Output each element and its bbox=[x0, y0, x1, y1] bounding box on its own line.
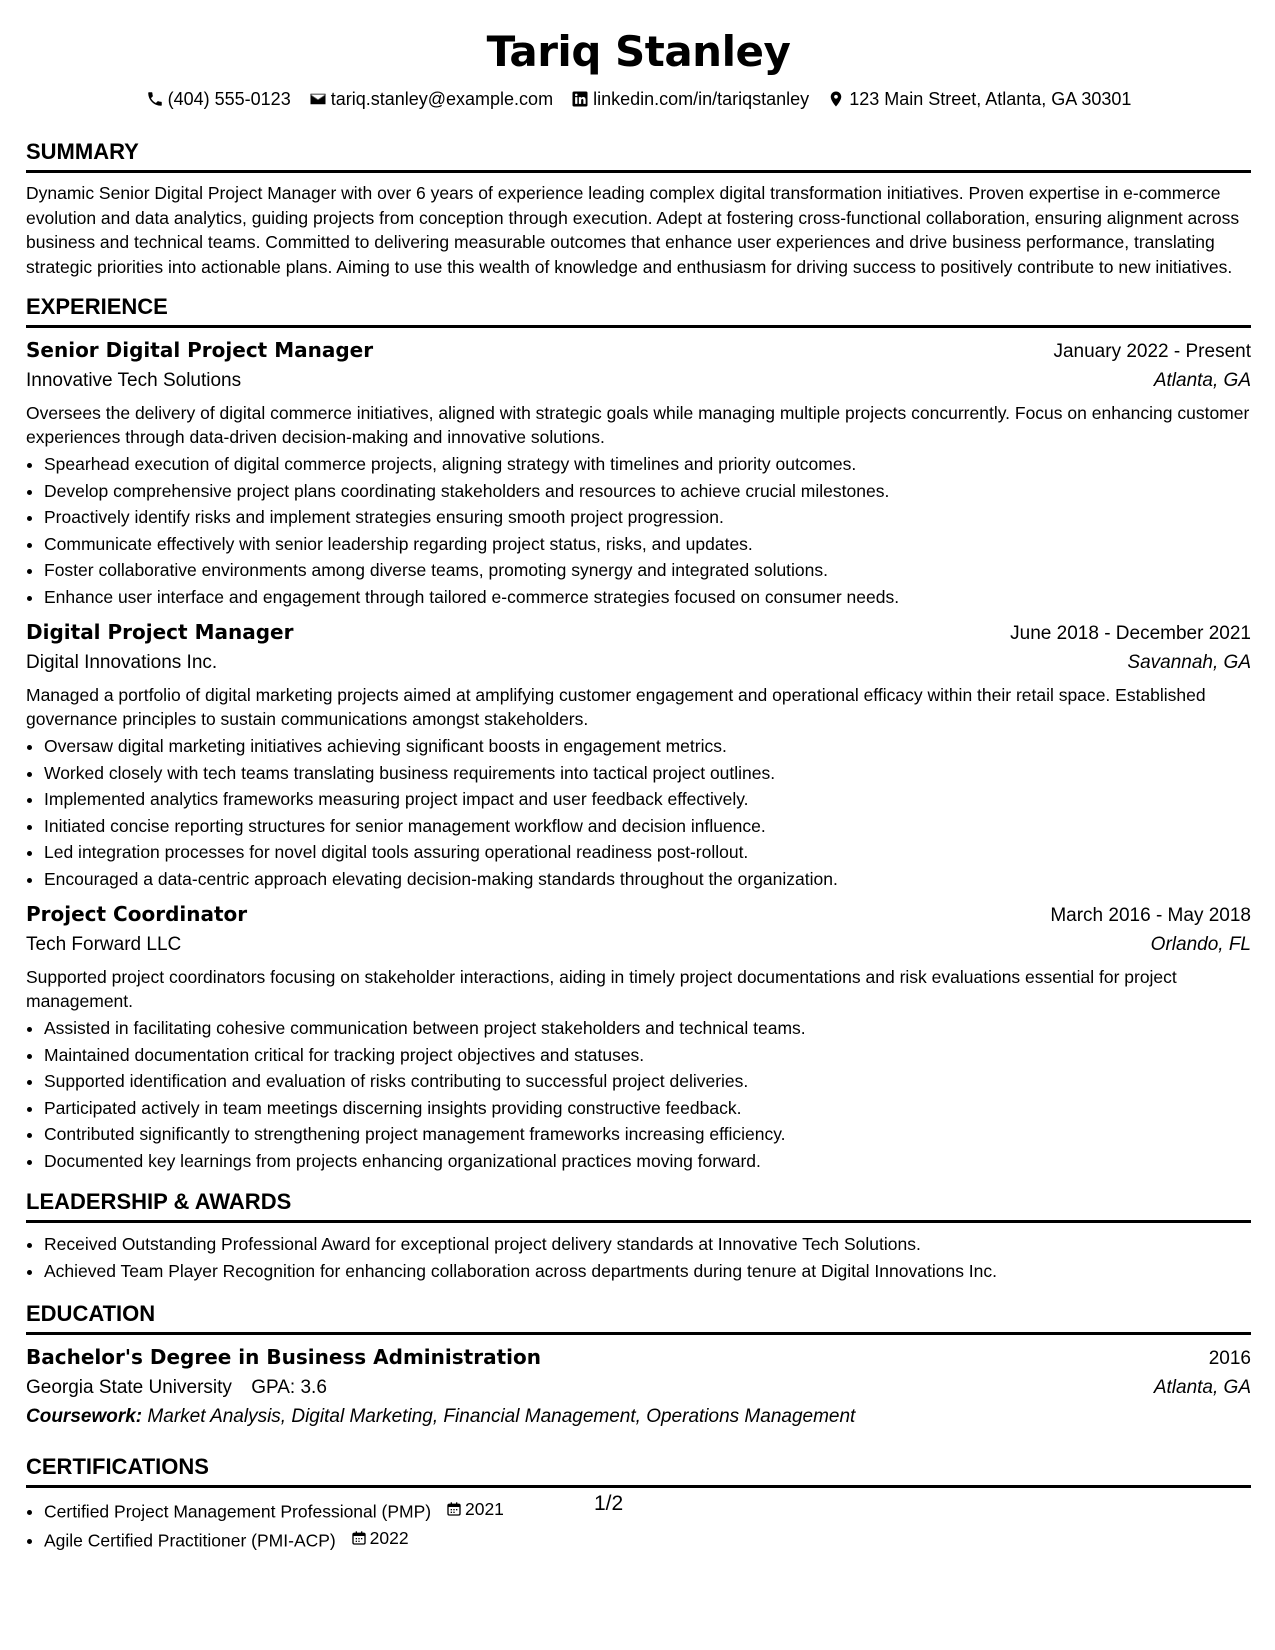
list-item: • Supported identification and evaluation of risks contributing to successful project deliveries. bbox=[44, 1068, 1251, 1095]
job-description: Managed a portfolio of digital marketing projects aimed at amplifying customer engagement and operational efficacy within their retail space. Established governance principles to sustain communications amongst stakeholders. bbox=[26, 685, 1206, 729]
list-item: • Encouraged a data-centric approach elevating decision-making standards throughout the organization. bbox=[44, 866, 1251, 893]
candidate-name: Tariq Stanley bbox=[486, 27, 791, 76]
certification-name: Certified Project Management Professional (PMP) bbox=[44, 1501, 432, 1522]
phone-icon bbox=[146, 90, 164, 108]
job-bullets bbox=[26, 733, 1251, 892]
school-location: Atlanta, GA bbox=[1153, 1377, 1251, 1398]
coursework-list: Market Analysis, Digital Marketing, Financial Management, Operations Management bbox=[147, 1406, 856, 1427]
section-title-certifications: CERTIFICATIONS bbox=[26, 1453, 1251, 1488]
list-item: • Oversaw digital marketing initiatives achieving significant boosts in engagement metrics. bbox=[44, 733, 1251, 760]
degree: Bachelor's Degree in Business Administration bbox=[26, 1345, 541, 1369]
list-item bbox=[44, 1496, 1251, 1525]
job-bullets bbox=[26, 451, 1251, 610]
job-company: Digital Innovations Inc. bbox=[26, 652, 218, 673]
job-company: Innovative Tech Solutions bbox=[26, 370, 242, 391]
education-entry bbox=[26, 1343, 1251, 1431]
contact-linkedin[interactable]: linkedin.com/in/tariqstanley bbox=[571, 89, 809, 110]
list-item: • Implemented analytics frameworks measuring project impact and user feedback effectively. bbox=[44, 786, 1251, 813]
coursework-label: Coursework: bbox=[26, 1406, 143, 1427]
job-company: Tech Forward LLC bbox=[26, 934, 182, 955]
contact-bar bbox=[26, 86, 1251, 112]
job-dates: January 2022 - Present bbox=[1053, 341, 1251, 362]
gpa: GPA: 3.6 bbox=[251, 1377, 327, 1398]
list-item: • Achieved Team Player Recognition for enhancing collaboration across departments during tenure at Digital Innovations Inc. bbox=[44, 1258, 1251, 1285]
job-location: Orlando, FL bbox=[1150, 934, 1251, 955]
certifications-list bbox=[26, 1496, 1251, 1554]
list-item: • Worked closely with tech teams translating business requirements into tactical project outlines. bbox=[44, 760, 1251, 787]
list-item: • Maintained documentation critical for tracking project objectives and statuses. bbox=[44, 1042, 1251, 1069]
section-title-summary: SUMMARY bbox=[26, 138, 1251, 173]
job-title: Digital Project Manager bbox=[26, 620, 294, 644]
list-item: • Enhance user interface and engagement through tailored e-commerce strategies focused on consumer needs. bbox=[44, 584, 1251, 611]
list-item: • Received Outstanding Professional Award for exceptional project delivery standards at Innovative Tech Solutions. bbox=[44, 1231, 1251, 1258]
coursework bbox=[26, 1403, 1251, 1431]
list-item: • Spearhead execution of digital commerce projects, aligning strategy with timelines and priority outcomes. bbox=[44, 451, 1251, 478]
certification-year: 2021 bbox=[464, 1499, 504, 1519]
calendar-icon bbox=[351, 1530, 367, 1546]
experience-entry bbox=[26, 618, 1251, 892]
job-title: Project Coordinator bbox=[26, 902, 248, 926]
awards-list bbox=[26, 1231, 1251, 1284]
list-item: • Documented key learnings from projects enhancing organizational practices moving forward. bbox=[44, 1148, 1251, 1175]
contact-phone: (404) 555-0123 bbox=[146, 89, 291, 110]
linkedin-icon bbox=[571, 90, 589, 108]
job-dates: March 2016 - May 2018 bbox=[1050, 905, 1251, 926]
certification-year: 2022 bbox=[369, 1527, 409, 1548]
map-pin-icon bbox=[827, 90, 845, 108]
resume-page bbox=[26, 0, 1251, 1554]
list-item: • Assisted in facilitating cohesive communication between project stakeholders and technical teams. bbox=[44, 1015, 1251, 1042]
contact-address: 123 Main Street, Atlanta, GA 30301 bbox=[827, 89, 1131, 110]
job-description: Supported project coordinators focusing on stakeholder interactions, aiding in timely project documentations and risk evaluations essential for project management. bbox=[26, 967, 1177, 1011]
list-item: • Foster collaborative environments among diverse teams, promoting synergy and integrated solutions. bbox=[44, 557, 1251, 584]
job-description: Oversees the delivery of digital commerce initiatives, aligned with strategic goals while managing multiple projects concurrently. Focus on enhancing customer experiences through data-driven decision-making and innovative solutions. bbox=[26, 403, 1250, 447]
list-item: • Led integration processes for novel digital tools assuring operational readiness post-rollout. bbox=[44, 839, 1251, 866]
list-item: • Participated actively in team meetings discerning insights providing constructive feedback. bbox=[44, 1095, 1251, 1122]
experience-entry bbox=[26, 336, 1251, 610]
list-item: • Communicate effectively with senior leadership regarding project status, risks, and updates. bbox=[44, 531, 1251, 558]
summary-text: Dynamic Senior Digital Project Manager with over 6 years of experience leading complex digital transformation initiatives. Proven expertise in e-commerce evolution and data analytics, guiding projects from conception through execution. Adept at fostering cross-functional collaboration, ensuring alignment across business and technical teams. Committed to delivering measurable outcomes that enhance user experiences and drive business performance, translating strategic priorities into actionable plans. Aiming to use this wealth of knowledge and enthusiasm for driving success to positively contribute to new initiatives. bbox=[26, 183, 1240, 277]
envelope-icon bbox=[309, 90, 327, 108]
experience-entry bbox=[26, 900, 1251, 1174]
list-item: • Initiated concise reporting structures for senior management workflow and decision influence. bbox=[44, 813, 1251, 840]
certification-name: Agile Certified Practitioner (PMI-ACP) bbox=[44, 1530, 336, 1550]
section-title-experience: EXPERIENCE bbox=[26, 293, 1251, 328]
job-title: Senior Digital Project Manager bbox=[26, 338, 374, 362]
section-title-awards: LEADERSHIP & AWARDS bbox=[26, 1188, 1251, 1223]
school-name: Georgia State University bbox=[26, 1377, 232, 1398]
job-location: Savannah, GA bbox=[1127, 652, 1251, 673]
list-item: • Contributed significantly to strengthening project management frameworks increasing efficiency. bbox=[44, 1121, 1251, 1148]
job-location: Atlanta, GA bbox=[1153, 370, 1251, 391]
page-number: 1/2 bbox=[594, 1492, 624, 1515]
graduation-year: 2016 bbox=[1208, 1348, 1251, 1369]
job-dates: June 2018 - December 2021 bbox=[1010, 623, 1251, 644]
list-item bbox=[44, 1525, 1251, 1554]
calendar-icon bbox=[446, 1501, 462, 1517]
contact-email[interactable]: tariq.stanley@example.com bbox=[309, 89, 553, 110]
list-item: • Develop comprehensive project plans coordinating stakeholders and resources to achieve crucial milestones. bbox=[44, 478, 1251, 505]
section-title-education: EDUCATION bbox=[26, 1300, 1251, 1335]
list-item: • Proactively identify risks and implement strategies ensuring smooth project progression. bbox=[44, 504, 1251, 531]
job-bullets bbox=[26, 1015, 1251, 1174]
